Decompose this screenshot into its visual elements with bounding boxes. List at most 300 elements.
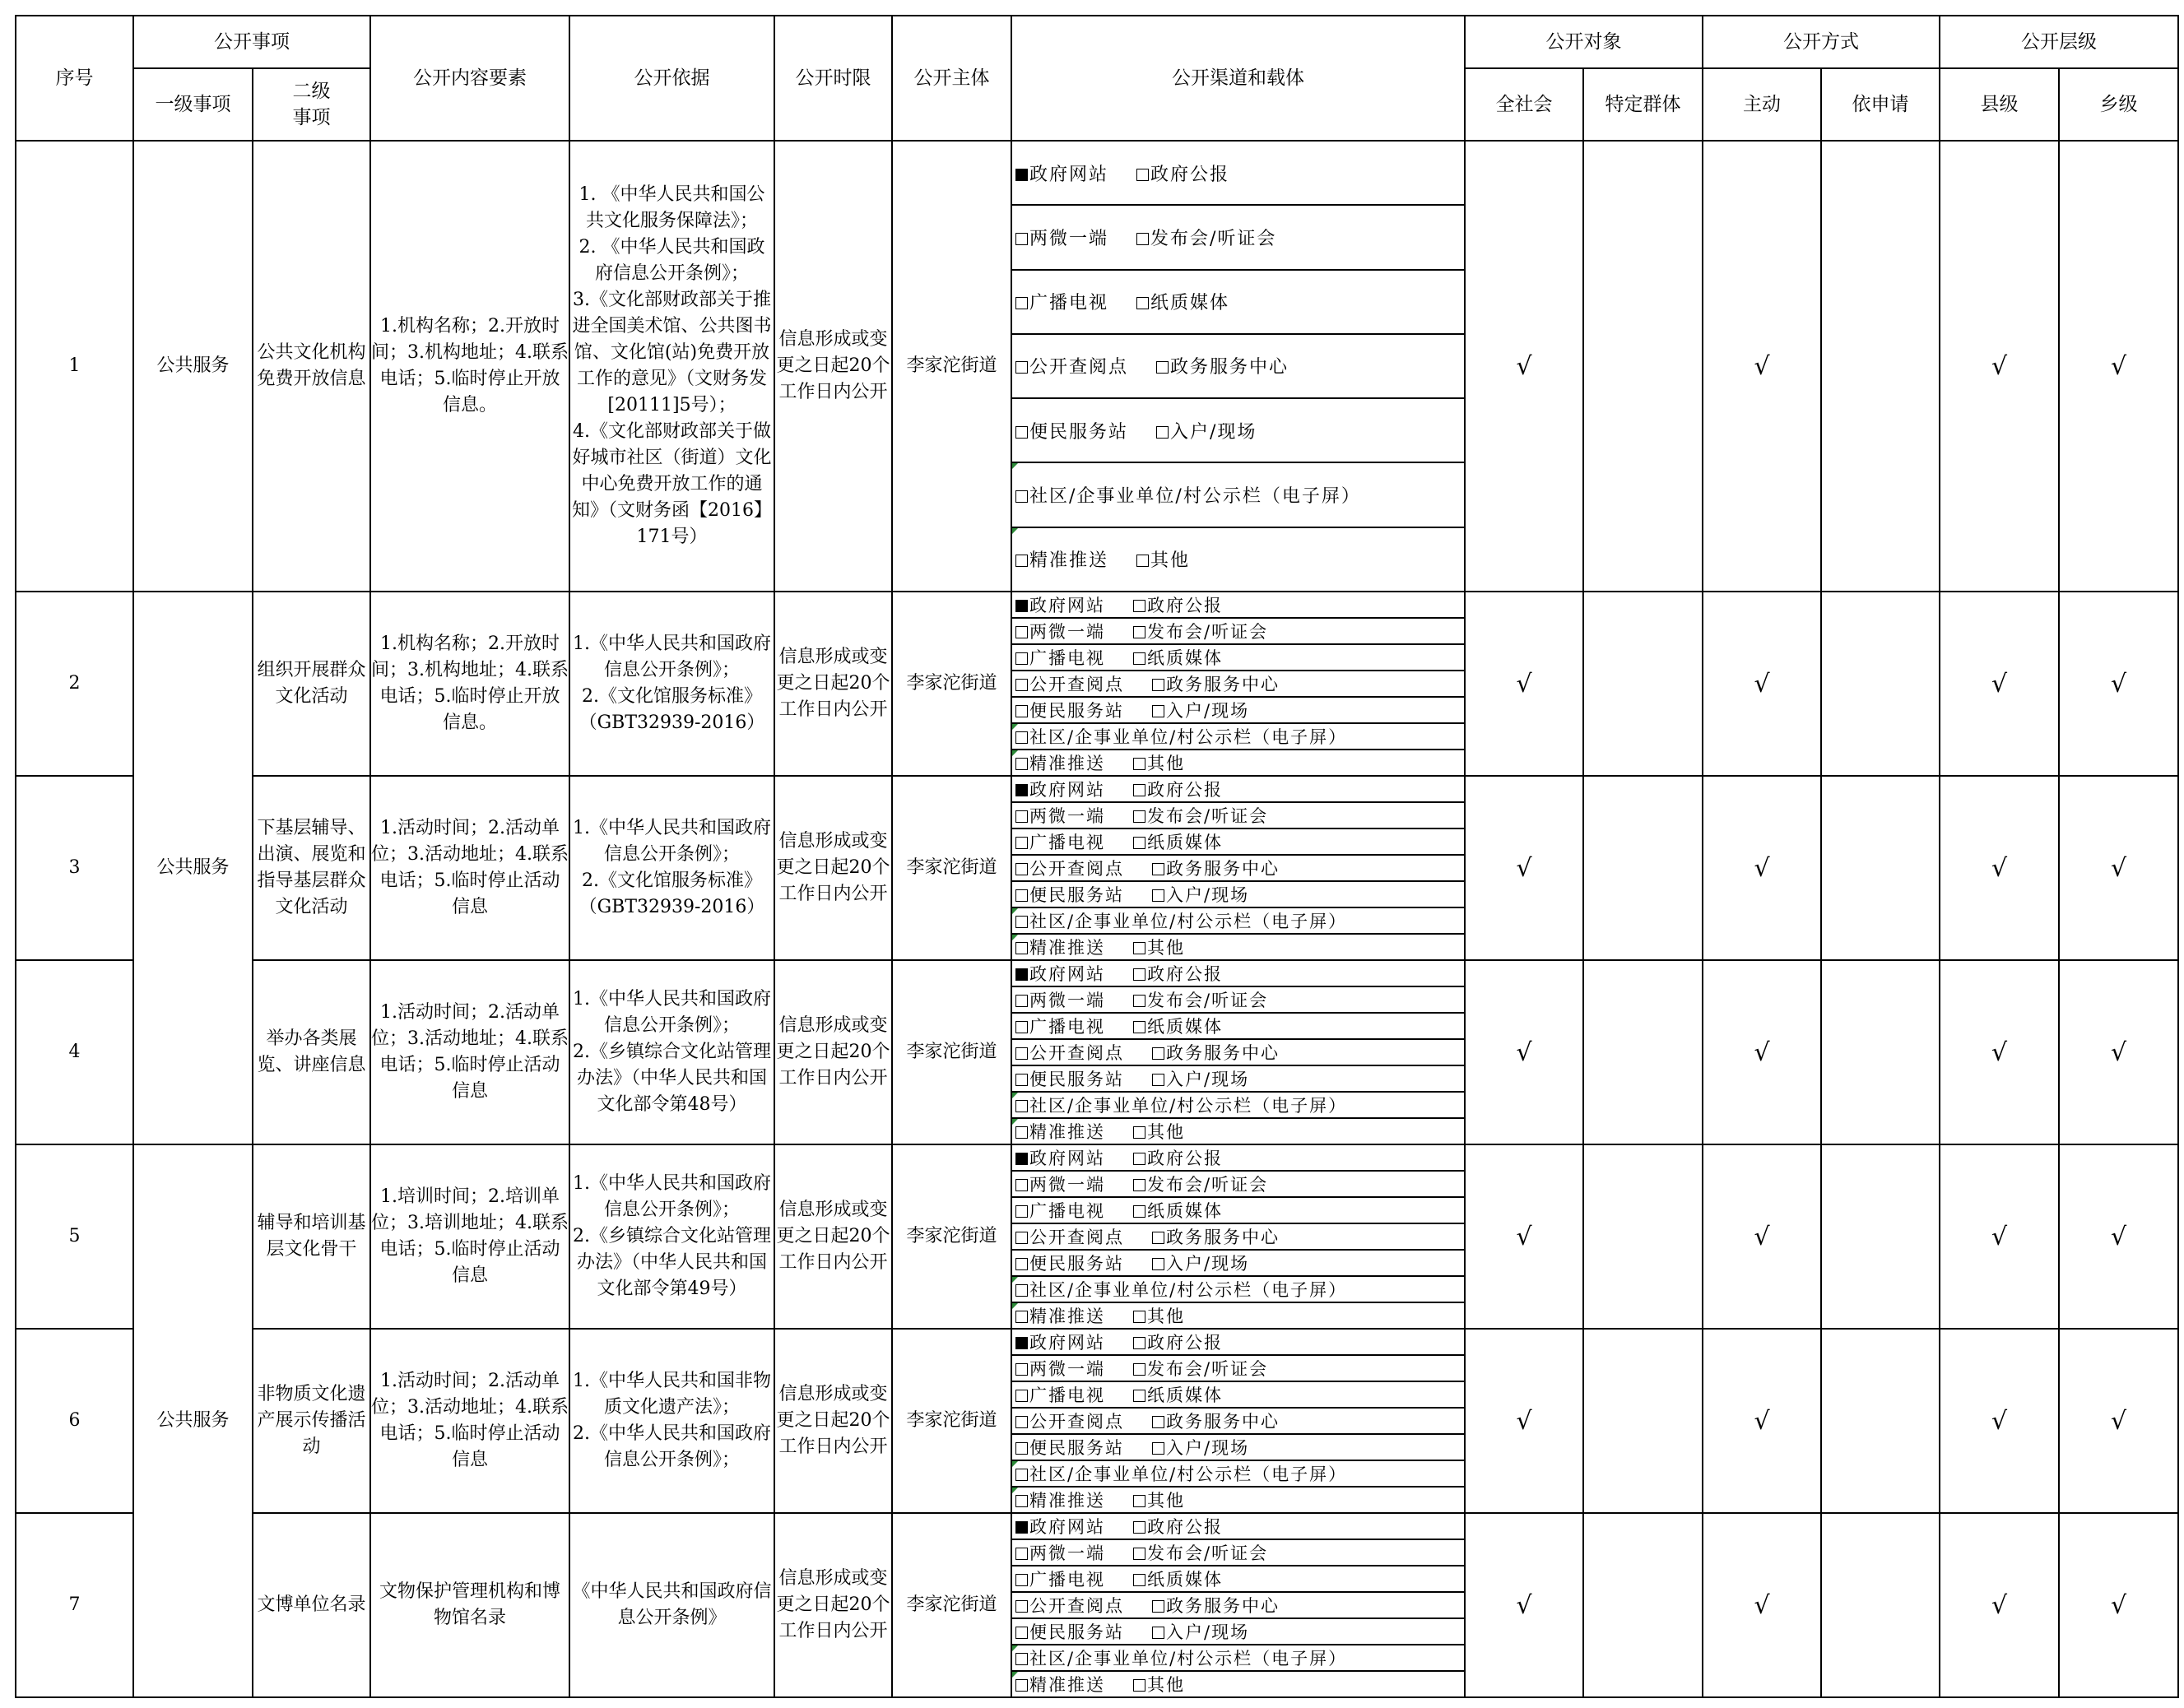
channel-option-row — [1012, 803, 1464, 829]
channel-option — [1015, 1514, 1105, 1539]
channel-option-row — [1012, 882, 1464, 908]
row-level-town: √ — [2059, 960, 2178, 1144]
row-target-all: √ — [1465, 776, 1583, 960]
unchecked-box-icon — [1136, 233, 1149, 245]
channel-option — [1133, 619, 1268, 643]
channel-option — [1015, 645, 1105, 670]
channel-option-row — [1012, 856, 1464, 882]
channel-option-row — [1012, 1330, 1464, 1356]
channel-option-row — [1012, 271, 1464, 335]
unchecked-box-icon — [1015, 679, 1028, 691]
cell-corner-marker-icon — [1012, 1461, 1018, 1467]
channel-option-label: 政府网站 — [1029, 1517, 1105, 1537]
channel-list — [1012, 777, 1464, 959]
row-channels — [1011, 1513, 1465, 1697]
unchecked-box-icon — [1133, 942, 1145, 954]
row-seq: 5 — [16, 1144, 133, 1329]
channel-option-row — [1012, 1303, 1464, 1328]
channel-option-label: 社区/企事业单位/村公示栏（电子屏） — [1029, 1649, 1348, 1669]
channel-option-label: 发布会/听证会 — [1150, 228, 1277, 249]
channel-option — [1015, 353, 1128, 378]
unchecked-box-icon — [1015, 1416, 1028, 1428]
channel-option-label: 入户/现场 — [1166, 1070, 1250, 1089]
unchecked-box-icon — [1015, 889, 1028, 902]
cell-corner-marker-icon — [1012, 1303, 1018, 1309]
channel-option-label: 政府网站 — [1029, 596, 1105, 615]
header-level-county: 县级 — [1940, 68, 2059, 141]
channel-option-label: 政府公报 — [1147, 1333, 1223, 1353]
channel-option — [1133, 1119, 1185, 1144]
channel-option-row — [1012, 935, 1464, 959]
unchecked-box-icon — [1152, 889, 1164, 902]
checked-box-icon — [1015, 1337, 1028, 1349]
row-content: 1.活动时间；2.活动单位；3.活动地址；4.联系电话；5.临时停止活动信息 — [370, 776, 569, 960]
channel-option-label: 两微一端 — [1029, 622, 1105, 642]
channel-option-label: 广播电视 — [1029, 1017, 1105, 1037]
checked-box-icon — [1015, 968, 1028, 981]
channel-option — [1133, 1356, 1268, 1381]
channel-option-label: 两微一端 — [1029, 991, 1105, 1010]
channel-option-label: 发布会/听证会 — [1147, 1359, 1269, 1379]
unchecked-box-icon — [1152, 679, 1164, 691]
channel-option — [1015, 546, 1108, 572]
channel-option — [1133, 1488, 1185, 1512]
cell-corner-marker-icon — [1012, 1672, 1018, 1678]
unchecked-box-icon — [1133, 1363, 1145, 1376]
row-level2: 非物质文化遗产展示传播活动 — [253, 1329, 370, 1513]
row-level1: 公共服务 — [133, 141, 253, 592]
row-basis: 1.《中华人民共和国政府信息公开条例》； 2.《乡镇综合文化站管理办法》（中华人民共和国文化部令第48号） — [569, 960, 774, 1144]
unchecked-box-icon — [1133, 600, 1145, 612]
checked-box-icon — [1015, 600, 1028, 612]
cell-corner-marker-icon — [1012, 935, 1018, 940]
channel-option — [1015, 856, 1124, 880]
channel-option-label: 入户/现场 — [1166, 1622, 1250, 1642]
row-target-all: √ — [1465, 141, 1583, 592]
row-time-limit: 信息形成或变更之日起20个工作日内公开 — [774, 592, 892, 776]
channel-option-label: 精准推送 — [1029, 1675, 1105, 1695]
channel-option-row — [1012, 1435, 1464, 1461]
row-level1: 公共服务 — [133, 592, 253, 1144]
row-target-specific — [1583, 1513, 1703, 1697]
header-subject: 公开主体 — [892, 16, 1011, 141]
channel-option — [1015, 1040, 1124, 1065]
channel-option — [1133, 1172, 1268, 1196]
row-content: 1.活动时间；2.活动单位；3.活动地址；4.联系电话；5.临时停止活动信息 — [370, 960, 569, 1144]
channel-option-label: 公开查阅点 — [1029, 1043, 1124, 1063]
unchecked-box-icon — [1152, 863, 1164, 875]
channel-option-label: 广播电视 — [1029, 293, 1109, 314]
unchecked-box-icon — [1133, 995, 1145, 1007]
channel-option — [1015, 1119, 1105, 1144]
channel-option-label: 其他 — [1150, 550, 1191, 572]
channel-option-row — [1012, 1672, 1464, 1696]
unchecked-box-icon — [1015, 490, 1028, 503]
row-level2: 下基层辅导、出演、展览和指导基层群众文化活动 — [253, 776, 370, 960]
header-method-request: 依申请 — [1821, 68, 1940, 141]
disclosure-table-document — [15, 15, 2179, 1698]
unchecked-box-icon — [1152, 1627, 1164, 1639]
unchecked-box-icon — [1133, 1153, 1145, 1165]
channel-option — [1015, 724, 1347, 749]
unchecked-box-icon — [1015, 1179, 1028, 1191]
row-subject: 李家沱街道 — [892, 141, 1011, 592]
unchecked-box-icon — [1015, 1653, 1028, 1665]
channel-option — [1015, 619, 1105, 643]
channel-option-label: 便民服务站 — [1029, 1622, 1124, 1642]
unchecked-box-icon — [1152, 1442, 1164, 1455]
channel-option — [1015, 1566, 1105, 1591]
row-target-specific — [1583, 1329, 1703, 1513]
channel-option-label: 其他 — [1147, 1491, 1185, 1511]
row-level2: 公共文化机构免费开放信息 — [253, 141, 370, 592]
row-time-limit: 信息形成或变更之日起20个工作日内公开 — [774, 1513, 892, 1697]
row-time-limit: 信息形成或变更之日起20个工作日内公开 — [774, 1329, 892, 1513]
channel-option-label: 政府网站 — [1029, 780, 1105, 800]
channel-option — [1015, 987, 1105, 1012]
channel-option-row — [1012, 1251, 1464, 1277]
unchecked-box-icon — [1015, 995, 1028, 1007]
table-row — [16, 960, 2178, 1144]
channel-option-label: 政务服务中心 — [1166, 1596, 1280, 1616]
channel-option — [1015, 1488, 1105, 1512]
channel-option-label: 纸质媒体 — [1147, 833, 1223, 852]
row-subject: 李家沱街道 — [892, 592, 1011, 776]
row-subject: 李家沱街道 — [892, 776, 1011, 960]
channel-option-label: 广播电视 — [1029, 1385, 1105, 1405]
channel-option-label: 其他 — [1147, 1307, 1185, 1326]
channel-option-label: 精准推送 — [1029, 754, 1105, 773]
header-level2: 二级 事项 — [253, 68, 370, 141]
unchecked-box-icon — [1015, 1232, 1028, 1244]
channel-option — [1015, 777, 1105, 801]
row-target-specific — [1583, 141, 1703, 592]
channel-option-label: 入户/现场 — [1166, 1438, 1250, 1458]
channel-option — [1136, 546, 1190, 572]
row-seq: 2 — [16, 592, 133, 776]
row-basis: 1. 《中华人民共和国公共文化服务保障法》； 2. 《中华人民共和国政府信息公开条例》； 3.《文化部财政部关于推进全国美术馆、公共图书馆、文化馆(站)免费开放工作的意见》（文财务发[20111]5号）； 4.《文化部财政部关于做好城市社区（街道）文化中心免费开放工作的通知》（文财务函【2016】171号） — [569, 141, 774, 592]
channel-option-label: 纸质媒体 — [1147, 648, 1223, 668]
row-level-county: √ — [1940, 592, 2059, 776]
channel-option — [1015, 160, 1108, 186]
unchecked-box-icon — [1133, 652, 1145, 665]
row-level-town: √ — [2059, 141, 2178, 592]
row-method-active: √ — [1703, 1144, 1821, 1329]
row-time-limit: 信息形成或变更之日起20个工作日内公开 — [774, 960, 892, 1144]
channel-option-row — [1012, 1014, 1464, 1040]
channel-option — [1015, 1619, 1124, 1644]
unchecked-box-icon — [1133, 1521, 1145, 1534]
unchecked-box-icon — [1015, 555, 1028, 567]
channel-option — [1133, 777, 1223, 801]
row-target-all: √ — [1465, 1329, 1583, 1513]
row-seq: 3 — [16, 776, 133, 960]
channel-option-label: 精准推送 — [1029, 1122, 1105, 1142]
channel-option-label: 社区/企事业单位/村公示栏（电子屏） — [1029, 912, 1348, 931]
unchecked-box-icon — [1133, 784, 1145, 796]
channel-option-label: 其他 — [1147, 754, 1185, 773]
row-basis: 1.《中华人民共和国非物质文化遗产法》； 2.《中华人民共和国政府信息公开条例》； — [569, 1329, 774, 1513]
channel-option-row — [1012, 1461, 1464, 1488]
cell-corner-marker-icon — [1012, 1277, 1018, 1283]
channel-option-label: 社区/企事业单位/村公示栏（电子屏） — [1029, 1096, 1348, 1116]
unchecked-box-icon — [1156, 426, 1169, 439]
unchecked-box-icon — [1015, 942, 1028, 954]
channel-option-label: 两微一端 — [1029, 806, 1105, 826]
row-level2: 辅导和培训基层文化骨干 — [253, 1144, 370, 1329]
row-level-town: √ — [2059, 1144, 2178, 1329]
row-content: 文物保护管理机构和博物馆名录 — [370, 1513, 569, 1697]
channel-option — [1015, 289, 1108, 314]
row-method-active: √ — [1703, 776, 1821, 960]
row-level-county: √ — [1940, 1144, 2059, 1329]
unchecked-box-icon — [1133, 1574, 1145, 1586]
cell-corner-marker-icon — [1012, 463, 1018, 469]
row-target-specific — [1583, 592, 1703, 776]
row-level-county: √ — [1940, 141, 2059, 592]
channel-option-row — [1012, 399, 1464, 463]
row-method-active: √ — [1703, 141, 1821, 592]
channel-option — [1152, 698, 1249, 722]
cell-corner-marker-icon — [1012, 1645, 1018, 1651]
unchecked-box-icon — [1133, 758, 1145, 770]
channel-option-row — [1012, 908, 1464, 935]
channel-option — [1152, 856, 1280, 880]
channel-option-label: 政府公报 — [1147, 1517, 1223, 1537]
unchecked-box-icon — [1136, 297, 1149, 309]
channel-option — [1136, 160, 1229, 186]
channel-option — [1015, 1540, 1105, 1565]
channel-option-label: 发布会/听证会 — [1147, 622, 1269, 642]
unchecked-box-icon — [1015, 626, 1028, 638]
channel-option-label: 政府公报 — [1147, 780, 1223, 800]
row-level-county: √ — [1940, 1513, 2059, 1697]
unchecked-box-icon — [1015, 1679, 1028, 1692]
unchecked-box-icon — [1133, 626, 1145, 638]
channel-option-label: 其他 — [1147, 1122, 1185, 1142]
channel-option-row — [1012, 1488, 1464, 1512]
header-level-group: 公开层级 — [1940, 16, 2178, 68]
channel-option — [1136, 289, 1229, 314]
unchecked-box-icon — [1152, 1047, 1164, 1060]
unchecked-box-icon — [1133, 1679, 1145, 1692]
row-subject: 李家沱街道 — [892, 1144, 1011, 1329]
unchecked-box-icon — [1136, 555, 1149, 567]
channel-option-label: 公开查阅点 — [1029, 1412, 1124, 1432]
channel-option-label: 公开查阅点 — [1029, 1596, 1124, 1616]
row-content: 1.机构名称；2.开放时间；3.机构地址；4.联系电话；5.临时停止开放信息。 — [370, 592, 569, 776]
header-basis: 公开依据 — [569, 16, 774, 141]
unchecked-box-icon — [1015, 837, 1028, 849]
channel-option-label: 纸质媒体 — [1150, 293, 1230, 314]
row-method-active: √ — [1703, 592, 1821, 776]
cell-corner-marker-icon — [1012, 1488, 1018, 1493]
channel-option-row — [1012, 1224, 1464, 1251]
row-method-request — [1821, 1144, 1940, 1329]
channel-option-label: 发布会/听证会 — [1147, 1543, 1269, 1563]
checked-box-icon — [1015, 169, 1028, 181]
header-target-group: 公开对象 — [1465, 16, 1703, 68]
channel-option-label: 纸质媒体 — [1147, 1017, 1223, 1037]
unchecked-box-icon — [1133, 1548, 1145, 1560]
channel-option-label: 政府网站 — [1029, 964, 1105, 984]
channel-option — [1015, 671, 1124, 696]
channel-option — [1015, 1145, 1105, 1170]
channel-option-label: 社区/企事业单位/村公示栏（电子屏） — [1029, 1464, 1348, 1484]
unchecked-box-icon — [1015, 1390, 1028, 1402]
channel-option-label: 政府公报 — [1150, 164, 1230, 185]
channel-option — [1015, 1672, 1105, 1696]
unchecked-box-icon — [1133, 1390, 1145, 1402]
unchecked-box-icon — [1015, 1100, 1028, 1112]
row-method-request — [1821, 1329, 1940, 1513]
channel-option — [1015, 882, 1124, 907]
header-target-specific: 特定群体 — [1583, 68, 1703, 141]
row-method-request — [1821, 141, 1940, 592]
channel-option — [1015, 1356, 1105, 1381]
channel-option-row — [1012, 1356, 1464, 1382]
channel-option — [1152, 1409, 1280, 1433]
channel-option — [1152, 882, 1249, 907]
row-content: 1.机构名称；2.开放时间；3.机构地址；4.联系电话；5.临时停止开放信息。 — [370, 141, 569, 592]
channel-option-row — [1012, 528, 1464, 591]
unchecked-box-icon — [1133, 968, 1145, 981]
channel-option-label: 纸质媒体 — [1147, 1570, 1223, 1590]
channel-option-label: 政务服务中心 — [1166, 1228, 1280, 1247]
unchecked-box-icon — [1133, 1337, 1145, 1349]
channel-option-row — [1012, 724, 1464, 750]
row-level-town: √ — [2059, 776, 2178, 960]
row-target-all: √ — [1465, 1513, 1583, 1697]
channel-option — [1133, 1514, 1223, 1539]
channel-option-label: 政务服务中心 — [1170, 357, 1289, 378]
channel-list — [1012, 1330, 1464, 1512]
channel-option-row — [1012, 1119, 1464, 1144]
channel-option-row — [1012, 698, 1464, 724]
channel-option-label: 便民服务站 — [1029, 701, 1124, 721]
cell-corner-marker-icon — [1012, 724, 1018, 730]
channel-option — [1015, 418, 1128, 443]
channel-option — [1015, 1435, 1124, 1460]
row-method-request — [1821, 960, 1940, 1144]
table-body — [16, 141, 2178, 1697]
unchecked-box-icon — [1015, 863, 1028, 875]
channel-option — [1133, 1382, 1223, 1407]
channel-list — [1012, 1145, 1464, 1328]
channel-option-label: 广播电视 — [1029, 648, 1105, 668]
channel-option-label: 入户/现场 — [1166, 885, 1250, 905]
channel-option-label: 其他 — [1147, 1675, 1185, 1695]
row-level-county: √ — [1940, 1329, 2059, 1513]
unchecked-box-icon — [1156, 361, 1169, 374]
channel-option — [1015, 698, 1124, 722]
row-seq: 4 — [16, 960, 133, 1144]
row-time-limit: 信息形成或变更之日起20个工作日内公开 — [774, 776, 892, 960]
channel-option-label: 便民服务站 — [1029, 885, 1124, 905]
channel-option — [1133, 750, 1185, 775]
channel-option-label: 政府网站 — [1029, 1333, 1105, 1353]
header-seq: 序号 — [16, 16, 133, 141]
table-row — [16, 141, 2178, 592]
unchecked-box-icon — [1133, 810, 1145, 823]
row-level-town: √ — [2059, 1329, 2178, 1513]
channel-option — [1152, 1619, 1249, 1644]
header-level-town: 乡级 — [2059, 68, 2178, 141]
channel-option-row — [1012, 671, 1464, 698]
channel-option — [1015, 829, 1105, 854]
unchecked-box-icon — [1133, 1021, 1145, 1033]
channel-option — [1015, 1303, 1105, 1328]
unchecked-box-icon — [1015, 916, 1028, 928]
cell-corner-marker-icon — [1012, 908, 1018, 914]
table-row — [16, 592, 2178, 776]
channel-list — [1012, 1514, 1464, 1696]
unchecked-box-icon — [1015, 1205, 1028, 1218]
row-basis: 1.《中华人民共和国政府信息公开条例》； 2.《文化馆服务标准》（GBT32939-2016） — [569, 776, 774, 960]
unchecked-box-icon — [1015, 1627, 1028, 1639]
unchecked-box-icon — [1015, 731, 1028, 744]
cell-corner-marker-icon — [1012, 1093, 1018, 1098]
unchecked-box-icon — [1015, 297, 1028, 309]
row-level2: 文博单位名录 — [253, 1513, 370, 1697]
cell-corner-marker-icon — [1012, 528, 1018, 534]
channel-option — [1133, 1303, 1185, 1328]
channel-option-row — [1012, 1172, 1464, 1198]
channel-option — [1133, 1145, 1223, 1170]
channel-option-label: 精准推送 — [1029, 1307, 1105, 1326]
row-method-request — [1821, 1513, 1940, 1697]
unchecked-box-icon — [1152, 1258, 1164, 1270]
channel-option-label: 政府网站 — [1029, 1149, 1105, 1168]
channel-option-label: 纸质媒体 — [1147, 1385, 1223, 1405]
unchecked-box-icon — [1015, 652, 1028, 665]
channel-option-row — [1012, 1093, 1464, 1119]
row-subject: 李家沱街道 — [892, 1329, 1011, 1513]
row-channels — [1011, 592, 1465, 776]
channel-option-row — [1012, 142, 1464, 206]
channel-option-label: 入户/现场 — [1166, 701, 1250, 721]
row-basis: 1.《中华人民共和国政府信息公开条例》； 2.《乡镇综合文化站管理办法》（中华人民共和国文化部令第49号） — [569, 1144, 774, 1329]
channel-option-label: 两微一端 — [1029, 1175, 1105, 1195]
channel-option — [1015, 1093, 1347, 1117]
channel-option-label: 政务服务中心 — [1166, 859, 1280, 879]
channel-option — [1015, 1461, 1347, 1486]
row-basis: 1.《中华人民共和国政府信息公开条例》； 2.《文化馆服务标准》（GBT32939-2016） — [569, 592, 774, 776]
channel-option — [1152, 1040, 1280, 1065]
channel-option-row — [1012, 1409, 1464, 1435]
channel-option-label: 便民服务站 — [1029, 1070, 1124, 1089]
table-row — [16, 1329, 2178, 1513]
unchecked-box-icon — [1015, 233, 1028, 245]
channel-option-row — [1012, 1566, 1464, 1593]
row-seq: 1 — [16, 141, 133, 592]
cell-corner-marker-icon — [1012, 1119, 1018, 1125]
row-method-active: √ — [1703, 960, 1821, 1144]
header-method-active: 主动 — [1703, 68, 1821, 141]
channel-option — [1152, 1251, 1249, 1275]
channel-option — [1133, 1540, 1268, 1565]
channel-option — [1133, 935, 1185, 959]
header-time-limit: 公开时限 — [774, 16, 892, 141]
channel-option-label: 精准推送 — [1029, 1491, 1105, 1511]
channel-option — [1015, 592, 1105, 617]
unchecked-box-icon — [1015, 1311, 1028, 1323]
unchecked-box-icon — [1133, 1205, 1145, 1218]
channel-option — [1152, 671, 1280, 696]
unchecked-box-icon — [1015, 1047, 1028, 1060]
channel-option — [1136, 225, 1276, 250]
channel-option-row — [1012, 1066, 1464, 1093]
